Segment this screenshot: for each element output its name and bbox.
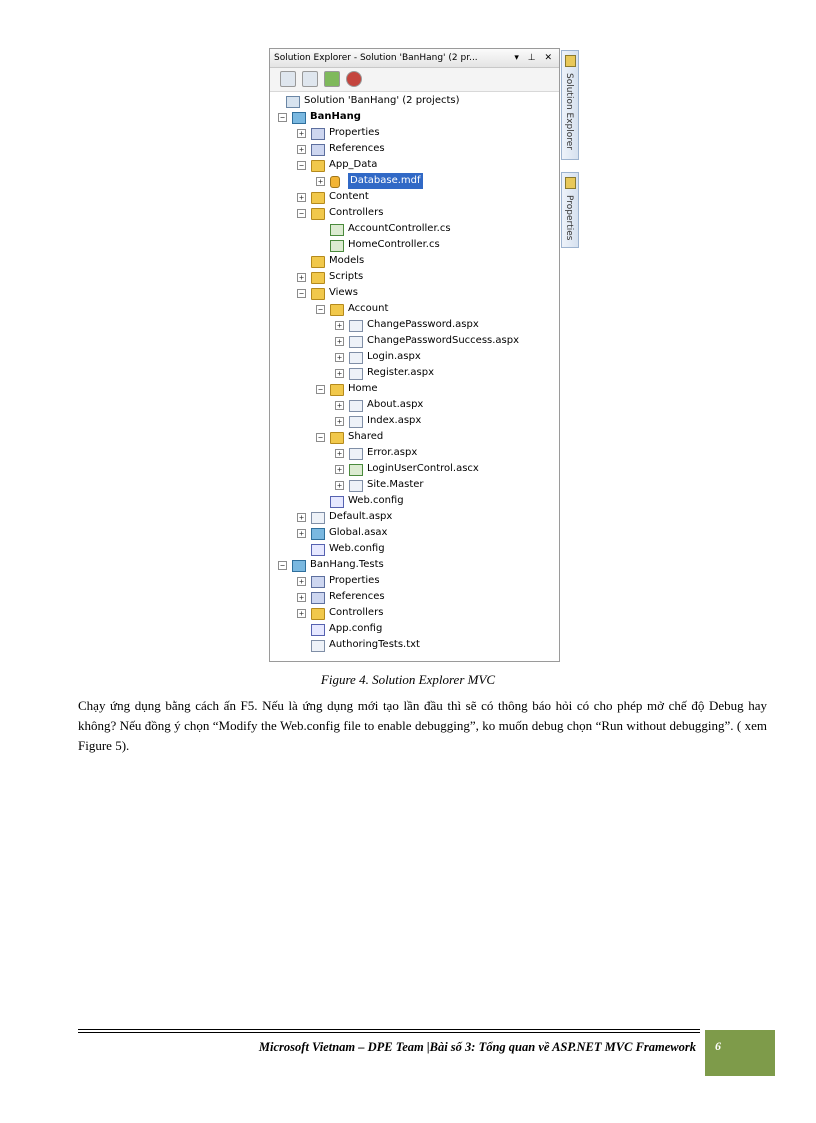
tree-node-label[interactable]: Content [329,191,369,202]
tree-node-label[interactable]: About.aspx [367,399,424,410]
config-file-icon [330,496,344,508]
collapse-icon[interactable]: − [297,289,306,298]
title-controls[interactable]: ▾ ⊥ ✕ [514,53,555,63]
solution-explorer-toolbar [270,68,559,92]
tree-node[interactable] [270,525,559,541]
solution-explorer-title: Solution Explorer - Solution 'BanHang' (2 pr... [274,53,478,63]
aspx-file-icon [349,352,363,364]
tree-node[interactable] [270,413,559,429]
folder-icon [330,304,344,316]
collapse-icon[interactable]: − [297,209,306,218]
tree-node-label[interactable]: ChangePasswordSuccess.aspx [367,335,520,346]
aspx-file-icon [349,320,363,332]
page-number-box [705,1030,775,1076]
class-diagram-icon[interactable] [346,71,362,87]
tree-node-label[interactable]: AuthoringTests.txt [329,639,420,650]
aspx-file-icon [349,400,363,412]
tree-node-label[interactable]: Views [329,287,358,298]
folder-icon [311,208,325,220]
tree-node[interactable] [270,301,559,317]
tree-node-label[interactable]: Global.asax [329,527,388,538]
expand-icon[interactable]: + [297,273,306,282]
tree-node-label[interactable]: Error.aspx [367,447,418,458]
project-icon [292,560,306,572]
tree-node-label[interactable]: Controllers [329,207,384,218]
folder-icon [330,384,344,396]
tree-node-label[interactable]: Scripts [329,271,364,282]
folder-icon [330,432,344,444]
tree-node-label[interactable]: AccountController.cs [348,223,451,234]
collapse-icon[interactable]: − [278,561,287,570]
folder-icon [311,256,325,268]
tree-node-label[interactable]: Web.config [329,543,385,554]
tree-node[interactable] [270,605,559,621]
tree-node-label[interactable]: Controllers [329,607,384,618]
aspx-file-icon [311,512,325,524]
aspx-file-icon [349,416,363,428]
expand-icon[interactable]: + [297,145,306,154]
tree-node[interactable] [270,349,559,365]
tree-node-label[interactable]: Login.aspx [367,351,421,362]
expand-icon[interactable]: + [297,193,306,202]
tree-node[interactable] [270,93,559,109]
collapse-icon[interactable]: − [297,161,306,170]
project-icon [292,112,306,124]
expand-icon[interactable]: + [335,337,344,346]
config-file-icon [311,544,325,556]
solution-explorer-title-bar [270,49,559,68]
text-file-icon [311,640,325,652]
collapse-icon[interactable]: − [316,305,325,314]
tree-node[interactable] [270,509,559,525]
footer-rule [78,1032,700,1033]
tree-node-label[interactable]: Default.aspx [329,511,393,522]
tree-node[interactable] [270,269,559,285]
tree-node[interactable] [270,157,559,173]
tree-node[interactable] [270,189,559,205]
tree-node[interactable] [270,317,559,333]
tree-node[interactable] [270,125,559,141]
tree-node-label[interactable]: Properties [329,127,380,138]
tree-node[interactable] [270,221,559,237]
collapse-icon[interactable]: − [316,433,325,442]
tree-node[interactable] [270,637,559,653]
expand-icon[interactable]: + [335,481,344,490]
expand-icon[interactable]: + [335,321,344,330]
tree-node-label[interactable]: Database.mdf [348,173,423,189]
body-paragraph: Chạy ứng dụng bằng cách ấn F5. Nếu là ứng dụng mới tạo lần đầu thì sẽ có thông báo hỏi có cho phép mở chế độ Debug hay không? Nếu đồng ý chọn “Modify the Web.config file to enable debugging”, ko muốn debug chọn “Run without debugging”. ( xem Figure 5). [78,698,767,753]
tree-node[interactable] [270,285,559,301]
tree-node[interactable] [270,205,559,221]
references-icon [311,144,325,156]
tree-node-label[interactable]: App_Data [329,159,378,170]
tree-node[interactable] [270,237,559,253]
tree-node[interactable] [270,141,559,157]
tree-node[interactable] [270,333,559,349]
expand-icon[interactable]: + [297,513,306,522]
aspx-file-icon [349,336,363,348]
tree-node[interactable] [270,589,559,605]
footer-text: Microsoft Vietnam – DPE Team |Bài số 3: Tổng quan về ASP.NET MVC Framework [258,1040,696,1054]
solution-explorer-tab-icon [565,55,576,67]
tree-node[interactable] [270,461,559,477]
tree-node-label[interactable]: App.config [329,623,383,634]
tree-node-label[interactable]: Register.aspx [367,367,435,378]
expand-icon[interactable]: + [335,353,344,362]
folder-icon [311,160,325,172]
tree-node-label[interactable]: Site.Master [367,479,424,490]
tree-node[interactable] [270,477,559,493]
expand-icon[interactable]: + [335,417,344,426]
tree-node[interactable] [270,541,559,557]
tree-node[interactable] [270,173,559,189]
collapse-icon[interactable]: − [316,385,325,394]
tree-node-label[interactable]: BanHang [310,111,361,122]
expand-icon[interactable]: + [335,401,344,410]
solution-explorer-panel [269,48,560,662]
tree-node-label[interactable]: References [329,591,385,602]
side-tab-label: Properties [564,195,574,241]
config-file-icon [311,624,325,636]
folder-icon [311,272,325,284]
tree-node[interactable] [270,557,559,573]
global-asax-icon [311,528,325,540]
tree-node-label[interactable]: References [329,143,385,154]
expand-icon[interactable]: + [335,369,344,378]
side-tab-properties[interactable] [561,172,579,248]
tree-node-label[interactable]: Account [348,303,389,314]
ascx-file-icon [349,464,363,476]
tree-node-label[interactable]: HomeController.cs [348,239,440,250]
tree-node-label[interactable]: Home [348,383,378,394]
aspx-file-icon [349,448,363,460]
tree-node-label[interactable]: LoginUserControl.ascx [367,463,479,474]
expand-icon[interactable]: + [297,529,306,538]
references-icon [311,592,325,604]
expand-icon[interactable]: + [297,577,306,586]
tree-node[interactable] [270,253,559,269]
refresh-icon[interactable] [324,71,340,87]
tree-node-label[interactable]: Models [329,255,365,266]
folder-icon [311,608,325,620]
master-file-icon [349,480,363,492]
show-all-files-icon[interactable] [302,71,318,87]
tree-node-label[interactable]: Shared [348,431,384,442]
expand-icon[interactable]: + [316,177,325,186]
tree-node-label[interactable]: Web.config [348,495,404,506]
folder-icon [311,192,325,204]
cs-file-icon [330,224,344,236]
tree-node-label[interactable]: Solution 'BanHang' (2 projects) [304,95,460,106]
tree-node-label[interactable]: BanHang.Tests [310,559,384,570]
tree-node-label[interactable]: Properties [329,575,380,586]
tree-node[interactable] [270,621,559,637]
tree-node-label[interactable]: Index.aspx [367,415,422,426]
page-number: 6 [715,1039,721,1053]
aspx-file-icon [349,368,363,380]
tree-node[interactable] [270,397,559,413]
expand-icon[interactable]: + [297,609,306,618]
properties-icon [311,576,325,588]
tree-node[interactable] [270,573,559,589]
figure-caption: Figure 4. Solution Explorer MVC [320,672,496,687]
cs-file-icon [330,240,344,252]
properties-icon [311,128,325,140]
expand-icon[interactable]: + [297,593,306,602]
footer-rule [78,1029,700,1030]
database-icon [330,176,340,188]
solution-icon [286,96,300,108]
properties-tab-icon [565,177,576,189]
collapse-icon[interactable]: − [278,113,287,122]
tree-node[interactable] [270,493,559,509]
tree-node[interactable] [270,365,559,381]
tree-node[interactable] [270,381,559,397]
expand-icon[interactable]: + [335,449,344,458]
tree-node[interactable] [270,429,559,445]
expand-icon[interactable]: + [335,465,344,474]
side-tab-solution-explorer[interactable] [561,50,579,160]
side-tab-label: Solution Explorer [564,73,574,150]
expand-icon[interactable]: + [297,129,306,138]
tree-node-label[interactable]: ChangePassword.aspx [367,319,479,330]
tree-node[interactable] [270,445,559,461]
properties-tool-icon[interactable] [280,71,296,87]
folder-icon [311,288,325,300]
tree-node[interactable] [270,109,559,125]
